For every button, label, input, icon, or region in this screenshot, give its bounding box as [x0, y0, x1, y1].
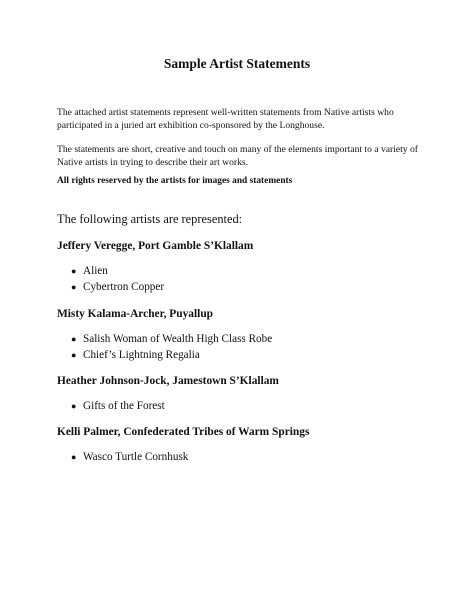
- works-list: [57, 263, 457, 295]
- work-title: Salish Woman of Wealth High Class Robe: [83, 333, 273, 345]
- work-item: [57, 279, 457, 295]
- artist-section: [57, 307, 457, 363]
- work-title: Cybertron Copper: [83, 281, 165, 293]
- document-title: Sample Artist Statements: [163, 56, 311, 71]
- artist-name: Jeffery Veregge, Port Gamble S’Klallam: [57, 240, 254, 252]
- intro-paragraph-2: The statements are short, creative and touch on many of the elements important to a variety of Native artists in trying to describe their art works.: [57, 144, 418, 168]
- bullet-icon: ●: [71, 401, 77, 411]
- work-title: Gifts of the Forest: [83, 400, 165, 412]
- artist-section: [57, 425, 457, 465]
- work-title: Chief’s Lightning Regalia: [83, 349, 200, 361]
- works-list: [57, 331, 457, 363]
- work-item: [57, 449, 457, 465]
- work-title: Alien: [83, 265, 108, 277]
- bullet-icon: ●: [71, 282, 77, 292]
- work-item: [57, 347, 457, 363]
- artist-section: [57, 239, 457, 295]
- artist-name: Heather Johnson-Jock, Jamestown S’Klallam: [57, 375, 279, 387]
- artist-section: [57, 374, 457, 414]
- artist-name: Misty Kalama-Archer, Puyallup: [57, 308, 213, 320]
- works-list: [57, 449, 457, 465]
- works-list: [57, 398, 457, 414]
- work-item: [57, 398, 457, 414]
- work-item: [57, 331, 457, 347]
- rights-notice: All rights reserved by the artists for images and statements: [57, 176, 293, 186]
- work-title: Wasco Turtle Cornhusk: [83, 451, 189, 463]
- bullet-icon: ●: [71, 266, 77, 276]
- bullet-icon: ●: [71, 350, 77, 360]
- artist-name: Kelli Palmer, Confederated Tribes of Warm Springs: [57, 426, 310, 438]
- intro-paragraph-1: The attached artist statements represent well-written statements from Native artists who participated in a juried art exhibition co-sponsored by the Longhouse.: [57, 107, 394, 131]
- artists-intro: The following artists are represented:: [57, 212, 243, 226]
- work-item: [57, 263, 457, 279]
- bullet-icon: ●: [71, 452, 77, 462]
- bullet-icon: ●: [71, 334, 77, 344]
